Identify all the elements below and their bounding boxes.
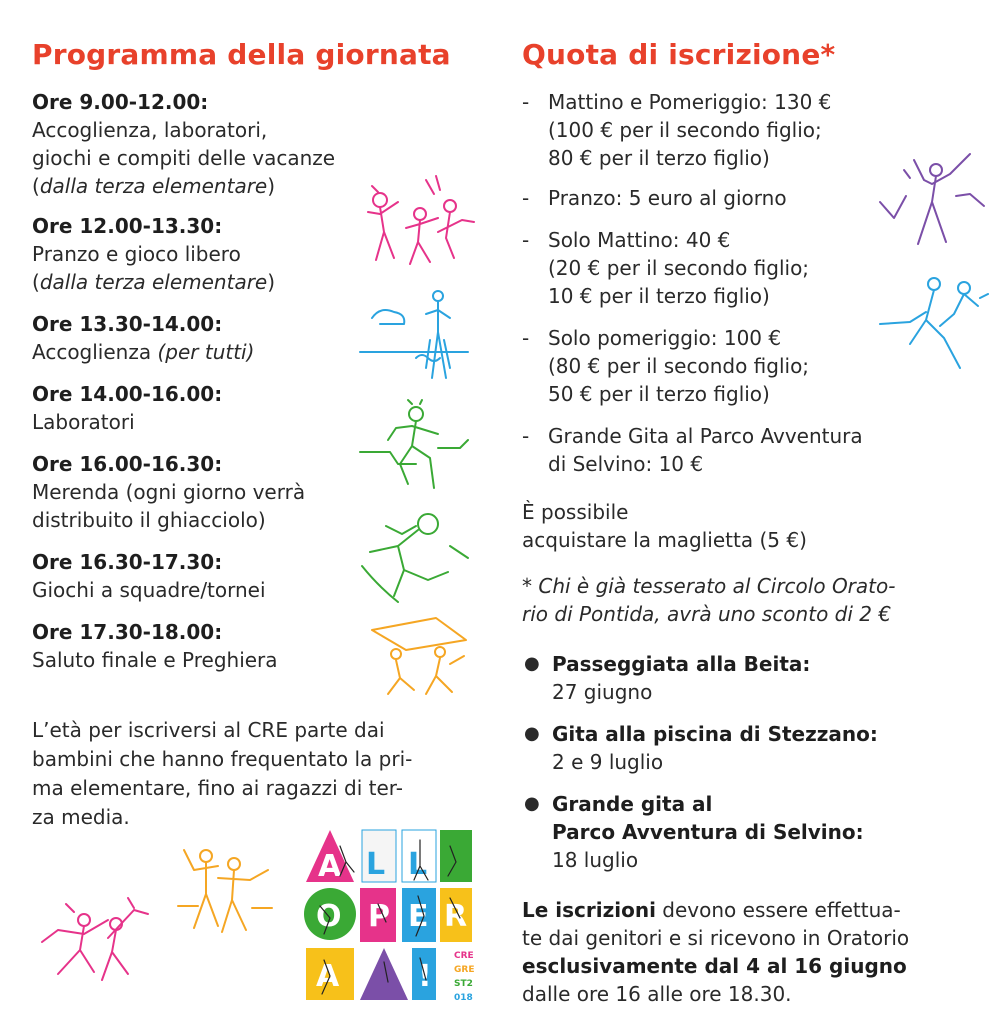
shirt-note	[522, 498, 807, 554]
schedule-line: Giochi a squadre/tornei	[32, 578, 266, 602]
fee-line: Solo pomeriggio: 100 €	[548, 326, 782, 350]
logo-letter: P	[368, 899, 390, 934]
registration-line: te dai genitori e si ricevono in Oratorio	[522, 926, 910, 950]
event-title: Gita alla piscina di Stezzano:	[552, 722, 878, 746]
jumping-figure-green-icon	[358, 506, 473, 606]
logo-tag: GRE	[454, 965, 475, 975]
discount-line: rio di Pontida, avrà uno sconto di 2 €	[522, 602, 892, 626]
fee-line: di Selvino: 10 €	[548, 452, 704, 476]
registration-line: dalle ore 16 alle ore 18.30.	[522, 982, 792, 1006]
schedule-line: Saluto finale e Preghiera	[32, 648, 278, 672]
logo-letter: L	[366, 847, 386, 882]
schedule-time: Ore 13.30-14.00:	[32, 312, 223, 336]
discount-note	[522, 572, 895, 628]
logo-tag: 018	[454, 993, 473, 1003]
dancing-figure-purple-icon	[874, 146, 990, 250]
age-line: za media.	[32, 805, 130, 829]
fee-line: Pranzo: 5 euro al giorno	[548, 186, 787, 210]
logo-letter: E	[408, 899, 429, 934]
event-date: 18 luglio	[552, 848, 639, 872]
fees-title: Quota di iscrizione*	[522, 38, 836, 71]
shirt-line: acquistare la maglietta (5 €)	[522, 528, 807, 552]
schedule-line: Accoglienza, laboratori,	[32, 118, 268, 142]
schedule-time: Ore 16.30-17.30:	[32, 550, 223, 574]
schedule-time: Ore 12.00-13.30:	[32, 214, 223, 238]
schedule-line: Merenda (ogni giorno verrà	[32, 480, 306, 504]
fee-line: Solo Mattino: 40 €	[548, 228, 731, 252]
dancing-figures-pink-icon	[358, 172, 478, 272]
schedule-note: (dalla terza elementare)	[32, 174, 276, 198]
logo-tag: ST2	[454, 979, 473, 989]
fee-line: Grande Gita al Parco Avventura	[548, 424, 863, 448]
logo-letter: O	[316, 899, 342, 934]
logo-letter: L	[408, 847, 428, 882]
schedule-line: distribuito il ghiacciolo)	[32, 508, 266, 532]
schedule-time: Ore 14.00-16.00:	[32, 382, 223, 406]
age-line: ma elementare, fino ai ragazzi di ter-	[32, 776, 403, 800]
shirt-line: È possibile	[522, 500, 629, 524]
discount-line: * Chi è già tesserato al Circolo Orato-	[522, 574, 896, 598]
playing-figures-orange-bottom-icon	[172, 842, 276, 946]
bullet-icon: ●	[524, 723, 540, 744]
fee-line: 80 € per il terzo figlio)	[548, 146, 770, 170]
schedule-time: Ore 16.00-16.30:	[32, 452, 223, 476]
fee-line: (100 € per il secondo figlio;	[548, 118, 822, 142]
logo-letter: A	[316, 959, 340, 994]
registration-line: esclusivamente dal 4 al 16 giugno	[522, 954, 907, 978]
logo-tag: CRE	[454, 951, 474, 961]
age-line: bambini che hanno frequentato la pri-	[32, 747, 413, 771]
age-line: L’età per iscriversi al CRE parte dai	[32, 718, 385, 742]
schedule-line: Accoglienza (per tutti)	[32, 340, 255, 364]
logo-letter: R	[444, 899, 468, 934]
schedule-time: Ore 9.00-12.00:	[32, 90, 209, 114]
schedule-note: (dalla terza elementare)	[32, 270, 276, 294]
bullet-icon: ●	[524, 793, 540, 814]
fee-line: (80 € per il secondo figlio;	[548, 354, 810, 378]
age-requirement	[32, 716, 472, 832]
schedule-time: Ore 17.30-18.00:	[32, 620, 223, 644]
program-title: Programma della giornata	[32, 38, 451, 71]
dancing-figure-blue-icon	[880, 270, 992, 374]
event-date: 2 e 9 luglio	[552, 750, 664, 774]
fee-line: 10 € per il terzo figlio)	[548, 284, 770, 308]
registration-line: Le iscrizioni devono essere effettua-	[522, 898, 901, 922]
dancing-figures-pink-bottom-icon	[38, 890, 156, 990]
schedule-line: Pranzo e gioco libero	[32, 242, 241, 266]
playing-figures-orange-icon	[366, 610, 476, 698]
event-title: Parco Avventura di Selvino:	[552, 820, 864, 844]
event-title: Grande gita al	[552, 792, 713, 816]
bullet-icon: ●	[524, 653, 540, 674]
schedule-line: giochi e compiti delle vacanze	[32, 146, 336, 170]
running-figure-green-icon	[360, 400, 475, 495]
fee-line: (20 € per il secondo figlio;	[548, 256, 810, 280]
fee-line: 50 € per il terzo figlio)	[548, 382, 770, 406]
logo-letter: !	[418, 959, 432, 994]
allopera-logo	[300, 826, 476, 1004]
schedule-line: Laboratori	[32, 410, 135, 434]
event-date: 27 giugno	[552, 680, 653, 704]
fee-line: Mattino e Pomeriggio: 130 €	[548, 90, 832, 114]
event-title: Passeggiata alla Beita:	[552, 652, 811, 676]
swimming-figure-blue-icon	[360, 288, 470, 384]
registration-info	[522, 896, 972, 1008]
logo-letter: A	[318, 849, 342, 884]
